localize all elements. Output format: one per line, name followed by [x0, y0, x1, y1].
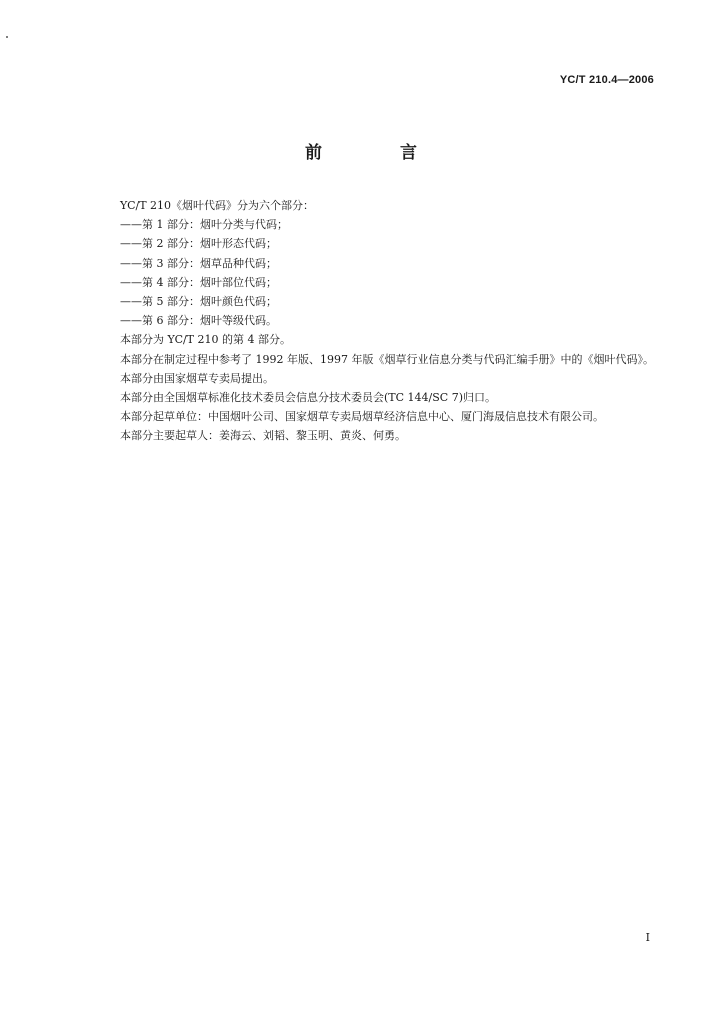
part-list-item: ——第 1 部分：烟叶分类与代码； — [120, 218, 288, 232]
part-list-item: ——第 3 部分：烟草品种代码； — [120, 256, 277, 270]
page-title: 前 言 — [305, 143, 453, 163]
reference-paragraph: 本部分在制定过程中参考了 1992 年版、1997 年版《烟草行业信息分类与代码汇编手册》中的《烟叶代码》。 — [120, 352, 654, 366]
foreword-body — [98, 196, 658, 446]
standard-code: YC/T 210.4—2006 — [559, 74, 654, 86]
intro-paragraph: YC/T 210《烟叶代码》分为六个部分： — [120, 199, 315, 212]
drafters-paragraph: 本部分主要起草人：姜海云、刘韬、黎玉明、黄炎、何勇。 — [120, 429, 406, 443]
drafting-units-paragraph: 本部分起草单位：中国烟叶公司、国家烟草专卖局烟草经济信息中心、厦门海晟信息技术有限公司。 — [120, 410, 604, 424]
page-number: I — [645, 931, 650, 944]
part-list-item: ——第 6 部分：烟叶等级代码。 — [120, 314, 277, 328]
this-part-paragraph: 本部分为 YC/T 210 的第 4 部分。 — [120, 333, 292, 347]
scan-artifact — [6, 36, 8, 38]
managed-by-paragraph: 本部分由全国烟草标准化技术委员会信息分技术委员会(TC 144/SC 7)归口。 — [120, 391, 496, 405]
part-list-item: ——第 5 部分：烟叶颜色代码； — [120, 295, 277, 309]
proposed-by-paragraph: 本部分由国家烟草专卖局提出。 — [120, 371, 274, 385]
part-list-item: ——第 4 部分：烟叶部位代码； — [120, 275, 277, 289]
part-list-item: ——第 2 部分：烟叶形态代码； — [120, 237, 277, 251]
